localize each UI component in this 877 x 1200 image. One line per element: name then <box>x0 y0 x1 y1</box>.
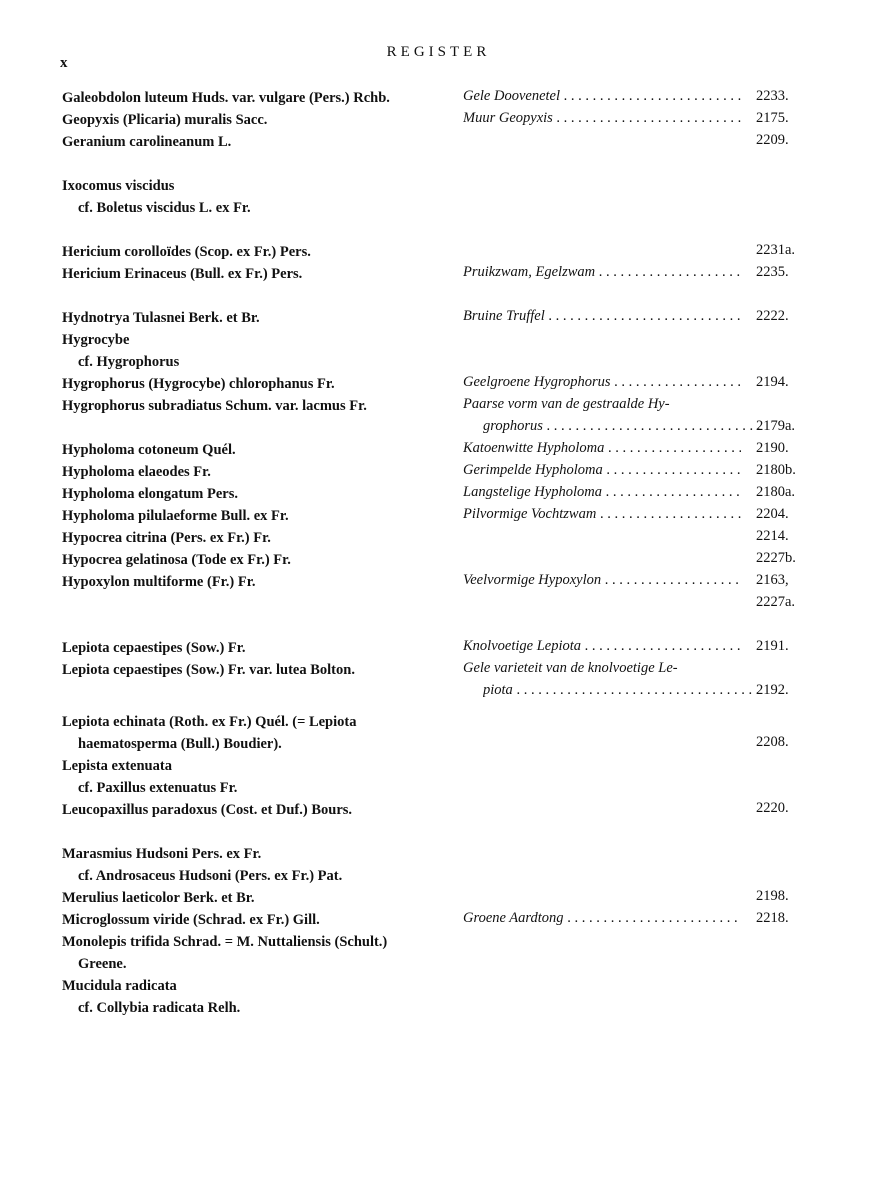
register-entry <box>62 910 822 932</box>
dutch-name: Paarse vorm van de gestraalde Hy- <box>463 396 670 412</box>
entry-line <box>62 462 822 484</box>
entry-line <box>62 572 822 594</box>
latin-name: Lepiota cepaestipes (Sow.) Fr. <box>62 640 246 656</box>
latin-name: Hygrophorus subradiatus Schum. var. lacmus Fr. <box>62 398 367 414</box>
section-spacer <box>62 616 822 638</box>
register-entry <box>62 844 822 888</box>
entry-line <box>62 198 822 220</box>
latin-name: haematosperma (Bull.) Boudier). <box>78 736 282 752</box>
entry-line <box>62 778 822 800</box>
latin-name: Geopyxis (Plicaria) muralis Sacc. <box>62 112 268 128</box>
dutch-name: Groene Aardtong . . . <box>463 910 741 927</box>
latin-name: Hericium corolloïdes (Scop. ex Fr.) Pers. <box>62 244 311 260</box>
entry-number: 2191. <box>756 638 789 654</box>
latin-name: Lepista extenuata <box>62 758 172 774</box>
entry-number: 2209. <box>756 132 789 148</box>
register-entry <box>62 528 822 550</box>
register-entry <box>62 660 822 704</box>
entry-number: 2235. <box>756 264 789 280</box>
latin-name: Greene. <box>78 956 127 972</box>
latin-name: cf. Boletus viscidus L. ex Fr. <box>78 200 251 216</box>
latin-name: cf. Hygrophorus <box>78 354 180 370</box>
latin-name: Hygrocybe <box>62 332 130 348</box>
register-entry <box>62 440 822 462</box>
entry-number: 2179a. <box>756 418 796 434</box>
latin-name: Monolepis trifida Schrad. = M. Nuttaliensis (Schult.) <box>62 934 388 950</box>
latin-name: cf. Collybia radicata Relh. <box>78 1000 241 1016</box>
entry-line <box>62 866 822 888</box>
entry-line <box>62 264 822 286</box>
dutch-name: Gele varieteit van de knolvoetige Le- <box>463 660 678 676</box>
register-entry <box>62 110 822 132</box>
entry-line <box>62 374 822 396</box>
latin-name: Ixocomus viscidus <box>62 178 175 194</box>
entry-number: 2192. <box>756 682 789 698</box>
entry-line <box>62 976 822 998</box>
register-entry <box>62 264 822 286</box>
dutch-name: Geelgroene Hygrophorus . . . <box>463 374 741 391</box>
register-entry <box>62 484 822 506</box>
entry-number: 2227a. <box>756 594 796 610</box>
latin-name: Merulius laeticolor Berk. et Br. <box>62 890 255 906</box>
register-entry <box>62 506 822 528</box>
latin-name: Marasmius Hudsoni Pers. ex Fr. <box>62 846 262 862</box>
entry-number: 2218. <box>756 910 789 926</box>
entry-line <box>62 308 822 330</box>
latin-name: cf. Androsaceus Hudsoni (Pers. ex Fr.) Pat. <box>78 868 343 884</box>
entry-line <box>62 888 822 910</box>
latin-name: Hypoxylon multiforme (Fr.) Fr. <box>62 574 256 590</box>
entry-number: 2227b. <box>756 550 796 566</box>
register-entry <box>62 330 822 374</box>
latin-name: Mucidula radicata <box>62 978 177 994</box>
dutch-name: Katoenwitte Hypholoma . . . <box>463 440 741 457</box>
dutch-name: Pruikzwam, Egelzwam . . . <box>463 264 741 281</box>
register-entry <box>62 308 822 330</box>
latin-name: Lepiota echinata (Roth. ex Fr.) Quél. (= Lepiota <box>62 714 357 730</box>
section-spacer <box>62 822 822 844</box>
dutch-name: Pilvormige Vochtzwam . . . <box>463 506 741 523</box>
entry-line <box>62 242 822 264</box>
entry-line <box>62 176 822 198</box>
entry-number: 2190. <box>756 440 789 456</box>
entry-number: 2194. <box>756 374 789 390</box>
dutch-name: Langstelige Hypholoma . . . <box>463 484 741 501</box>
latin-name: cf. Paxillus extenuatus Fr. <box>78 780 238 796</box>
register-entry <box>62 756 822 800</box>
entry-line <box>62 132 822 154</box>
entry-line <box>62 440 822 462</box>
register-entry <box>62 888 822 910</box>
entry-number: 2163, <box>756 572 789 588</box>
dutch-name: Veelvormige Hypoxylon . . . <box>463 572 741 589</box>
entry-line <box>62 682 822 704</box>
register-entry <box>62 396 822 440</box>
entry-number: 2175. <box>756 110 789 126</box>
entry-line <box>62 932 822 954</box>
section-spacer <box>62 704 822 712</box>
section-spacer <box>62 220 822 242</box>
entry-line <box>62 954 822 976</box>
latin-name: Hygrophorus (Hygrocybe) chlorophanus Fr. <box>62 376 335 392</box>
register-entry <box>62 572 822 616</box>
register-entry <box>62 712 822 756</box>
entry-number: 2220. <box>756 800 789 816</box>
entry-line <box>62 352 822 374</box>
register-entry <box>62 800 822 822</box>
entry-line <box>62 594 822 616</box>
latin-name: Hypholoma elaeodes Fr. <box>62 464 211 480</box>
section-spacer <box>62 286 822 308</box>
entry-number: 2231a. <box>756 242 796 258</box>
entry-number: 2204. <box>756 506 789 522</box>
latin-name: Leucopaxillus paradoxus (Cost. et Duf.) Bours. <box>62 802 353 818</box>
register-entry <box>62 932 822 976</box>
entry-number: 2214. <box>756 528 789 544</box>
entry-line <box>62 484 822 506</box>
entry-number: 2180b. <box>756 462 796 478</box>
entry-line <box>62 330 822 352</box>
dutch-name: Muur Geopyxis . . . <box>463 110 741 127</box>
entry-number: 2180a. <box>756 484 796 500</box>
register-entry <box>62 132 822 154</box>
register-entry <box>62 242 822 264</box>
latin-name: Hericium Erinaceus (Bull. ex Fr.) Pers. <box>62 266 303 282</box>
entry-number: 2233. <box>756 88 789 104</box>
dutch-name: Gerimpelde Hypholoma . . . <box>463 462 741 479</box>
entry-number: 2222. <box>756 308 789 324</box>
latin-name: Hypholoma cotoneum Quél. <box>62 442 236 458</box>
dutch-name: Bruine Truffel . . . <box>463 308 741 325</box>
entry-line <box>62 660 822 682</box>
entry-number: 2208. <box>756 734 789 750</box>
entry-line <box>62 910 822 932</box>
register-entry <box>62 550 822 572</box>
register-entry <box>62 88 822 110</box>
entry-line <box>62 638 822 660</box>
entry-line <box>62 528 822 550</box>
latin-name: Lepiota cepaestipes (Sow.) Fr. var. lutea Bolton. <box>62 662 355 678</box>
dutch-name: Knolvoetige Lepiota . . . <box>463 638 741 655</box>
latin-name: Hypholoma pilulaeforme Bull. ex Fr. <box>62 508 289 524</box>
entry-line <box>62 550 822 572</box>
latin-name: Microglossum viride (Schrad. ex Fr.) Gill. <box>62 912 320 928</box>
entry-line <box>62 396 822 418</box>
entry-line <box>62 844 822 866</box>
section-spacer <box>62 154 822 176</box>
entry-line <box>62 88 822 110</box>
latin-name: Hypocrea citrina (Pers. ex Fr.) Fr. <box>62 530 271 546</box>
entry-line <box>62 712 822 734</box>
entry-line <box>62 800 822 822</box>
entry-line <box>62 506 822 528</box>
entry-number: 2198. <box>756 888 789 904</box>
dutch-name: piota . . . <box>483 682 761 699</box>
entry-line <box>62 110 822 132</box>
page-number: x <box>60 55 68 71</box>
register-entry <box>62 176 822 220</box>
latin-name: Hydnotrya Tulasnei Berk. et Br. <box>62 310 260 326</box>
dutch-name: Gele Doovenetel . . . <box>463 88 741 105</box>
entry-line <box>62 418 822 440</box>
page-title: REGISTER <box>386 44 491 60</box>
latin-name: Hypocrea gelatinosa (Tode ex Fr.) Fr. <box>62 552 291 568</box>
latin-name: Hypholoma elongatum Pers. <box>62 486 239 502</box>
latin-name: Geranium carolineanum L. <box>62 134 232 150</box>
register-entry <box>62 638 822 660</box>
latin-name: Galeobdolon luteum Huds. var. vulgare (Pers.) Rchb. <box>62 90 390 106</box>
register-entry <box>62 976 822 1020</box>
entry-line <box>62 734 822 756</box>
register-entry <box>62 462 822 484</box>
dutch-name: grophorus . . . <box>483 418 761 435</box>
entry-line <box>62 998 822 1020</box>
register-entries <box>62 88 822 1020</box>
entry-line <box>62 756 822 778</box>
register-entry <box>62 374 822 396</box>
